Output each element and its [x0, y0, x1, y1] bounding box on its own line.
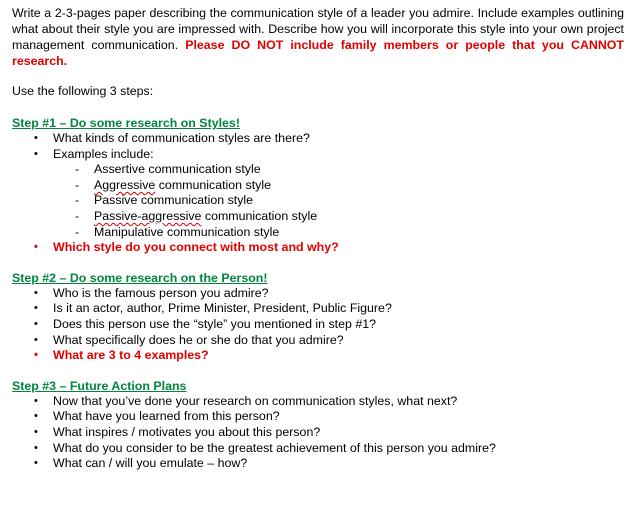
- step1-list: [12, 131, 624, 256]
- sublist-item: [12, 209, 624, 225]
- step1-heading: Step #1 – Do some research on Styles!: [12, 116, 240, 130]
- use-steps-line: Use the following 3 steps:: [12, 84, 154, 98]
- sublist-item: [12, 193, 624, 209]
- bullet-icon: •: [34, 147, 38, 160]
- sublist-item: [12, 178, 624, 194]
- intro-paragraph: [12, 5, 624, 69]
- list-item-text: What kinds of communication styles are there?: [53, 131, 310, 145]
- intro-text: Write a 2-3-pages paper describing the communication style of a leader you admire. Include examples outlining what about their style you are impressed with. Describe how you will incorporate this style into your own project management communication.: [12, 6, 624, 52]
- list-item: [12, 348, 624, 364]
- bullet-icon: •: [34, 317, 38, 330]
- list-item-text: Now that you’ve done your research on communication styles, what next?: [53, 393, 458, 408]
- list-item: [12, 147, 624, 241]
- bullet-icon: •: [34, 132, 38, 144]
- list-item: [12, 456, 624, 472]
- bullet-icon: •: [34, 441, 38, 454]
- list-item-text: What can / will you emulate – how?: [53, 456, 248, 471]
- step2-heading: Step #2 – Do some research on the Person!: [12, 270, 268, 285]
- step3-list: [12, 394, 624, 472]
- list-item-text: What have you learned from this person?: [53, 409, 280, 424]
- bullet-icon: •: [34, 349, 38, 362]
- dash-icon: -: [75, 177, 80, 192]
- list-item-text: Examples include:: [53, 146, 154, 161]
- bullet-icon: •: [34, 302, 38, 315]
- list-item: [12, 286, 624, 302]
- bullet-icon: •: [34, 394, 38, 407]
- step2-list: [12, 286, 624, 364]
- document-page: [12, 5, 624, 472]
- list-item-text: Which style do you connect with most and why?: [53, 240, 339, 255]
- step1-section: [12, 115, 624, 256]
- step3-section: [12, 378, 624, 472]
- list-item-text: Does this person use the “style” you mentioned in step #1?: [53, 316, 377, 331]
- sublist-item-text: communication style: [155, 177, 271, 192]
- sublist-item-text: communication style: [201, 208, 318, 223]
- bullet-icon: •: [34, 286, 38, 299]
- list-item: [12, 394, 624, 410]
- dash-icon: -: [75, 162, 80, 177]
- dash-icon: -: [75, 208, 80, 223]
- list-item: [12, 301, 624, 317]
- list-item-text: What inspires / motivates you about this person?: [53, 424, 321, 439]
- list-item-text: Is it an actor, author, Prime Minister, President, Public Figure?: [53, 301, 392, 316]
- spellcheck-word: Aggressive: [94, 177, 156, 192]
- list-item: [12, 240, 624, 256]
- bullet-icon: •: [34, 410, 38, 423]
- list-item: [12, 333, 624, 349]
- list-item: [12, 317, 624, 333]
- list-item: [12, 425, 624, 441]
- list-item: [12, 441, 624, 457]
- sublist-item: [12, 162, 624, 178]
- bullet-icon: •: [34, 333, 38, 346]
- list-item-text: What specifically does he or she do that you admire?: [53, 332, 344, 347]
- sublist-item-text: Manipulative communication style: [94, 224, 280, 239]
- spellcheck-word: Passive-aggressive: [94, 208, 202, 223]
- bullet-icon: •: [34, 457, 38, 470]
- dash-icon: -: [75, 224, 80, 239]
- sublist-item-text: Assertive communication style: [94, 162, 261, 177]
- bullet-icon: •: [34, 425, 38, 438]
- dash-icon: -: [75, 193, 80, 208]
- sublist-item-text: Passive communication style: [94, 193, 254, 208]
- list-item-text: What are 3 to 4 examples?: [53, 348, 209, 363]
- step2-section: [12, 270, 624, 364]
- list-item: [12, 131, 624, 147]
- sublist-item: [12, 225, 624, 241]
- list-item-text: What do you consider to be the greatest achievement of this person you admire?: [53, 440, 496, 455]
- bullet-icon: •: [34, 241, 38, 254]
- step3-heading: Step #3 – Future Action Plans: [12, 378, 187, 393]
- styles-sublist: [12, 162, 624, 240]
- intro-warning: Please DO NOT include family members or people that you CANNOT research.: [12, 38, 624, 68]
- list-item: [12, 409, 624, 425]
- list-item-text: Who is the famous person you admire?: [53, 285, 269, 300]
